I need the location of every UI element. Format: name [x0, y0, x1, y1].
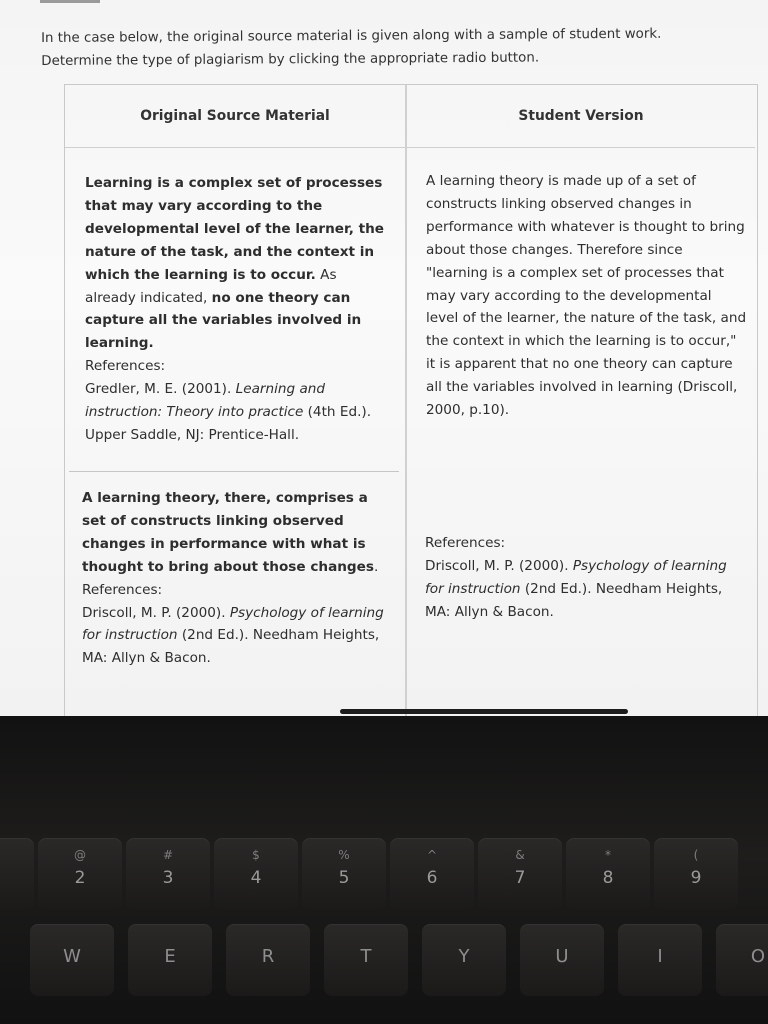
key-number: 2	[74, 868, 86, 888]
key-letter: U	[555, 946, 569, 967]
key-5	[302, 838, 386, 910]
laptop-keyboard	[0, 716, 768, 1024]
key-7	[478, 838, 562, 910]
key-number: 7	[514, 868, 526, 888]
comparison-table	[64, 84, 758, 725]
key-letter: R	[261, 946, 275, 967]
instructions-text: In the case below, the original source material is given along with a sample of student work. Determine the type of plagiarism by clicking the appropriate radio button.	[41, 26, 662, 69]
key-r	[226, 924, 310, 996]
source-quote-bold: A learning theory, there, comprises a set of constructs linking observed changes in performance with what is thought to bring about those changes	[82, 490, 374, 575]
key-symbol: $	[252, 848, 260, 862]
key-symbol: %	[338, 848, 350, 862]
key-number: 8	[602, 868, 614, 888]
scrolled-text-remnant	[40, 0, 100, 3]
key-letter: O	[750, 946, 766, 967]
key-letter: Y	[458, 946, 470, 967]
key-o	[716, 924, 768, 996]
key-number: 4	[250, 868, 262, 888]
key-3	[126, 838, 210, 910]
key-symbol: #	[162, 848, 174, 862]
reference-entry: Driscoll, M. P. (2000). Psychology of learning for instruction (2nd Ed.). Needham Heights, MA: Allyn & Bacon.	[425, 557, 727, 620]
key-w	[30, 924, 114, 996]
horizontal-scrollbar[interactable]	[340, 709, 628, 714]
source-quote-plain: As already indicated,	[85, 266, 337, 306]
key-letter: E	[164, 946, 176, 967]
source-quote-bold-2: no one theory can capture all the variables involved in learning.	[85, 289, 362, 352]
row-divider	[69, 471, 399, 472]
key-u	[520, 924, 604, 996]
source-cell-driscoll: A learning theory, there, comprises a set of constructs linking observed changes in performance with what is thought to bring about those changes. References: Driscoll, M. P. (2000). Psychology of learning for instruction (2nd Ed.). Needham Heights, MA: Allyn & Bacon.	[82, 487, 392, 670]
key-y	[422, 924, 506, 996]
key-number: 6	[426, 868, 438, 888]
key-letter: W	[63, 946, 81, 967]
references-label: References:	[82, 581, 163, 598]
source-quote-bold: Learning is a complex set of processes that may vary according to the developmental level of the learner, the nature of the task, and the context in which the learning is to occur.	[85, 175, 385, 283]
key-6	[390, 838, 474, 910]
student-version-text: A learning theory is made up of a set of constructs linking observed changes in performance with whatever is thought to bring about those changes. Therefore since "learning is a complex set of processes that may vary according to the developmental level of the learner, the nature of the task, and the context in which the learning is to occur," it is apparent that no one theory can capture all the variables involved in learning (Driscoll, 2000, p.10).	[426, 173, 747, 419]
header-original-source: Original Source Material	[65, 85, 406, 148]
header-student-version: Student Version	[407, 85, 755, 148]
column-divider	[405, 85, 407, 725]
key-symbol	[0, 848, 34, 862]
reference-entry: Driscoll, M. P. (2000). Psychology of learning for instruction (2nd Ed.). Needham Heights, MA: Allyn & Bacon.	[82, 604, 384, 667]
key-symbol: *	[605, 848, 611, 862]
key-letter: I	[657, 946, 663, 967]
key-exclaim	[0, 838, 34, 910]
key-4	[214, 838, 298, 910]
references-label: References:	[85, 358, 166, 375]
key-8	[566, 838, 650, 910]
key-symbol: ^	[426, 848, 438, 862]
key-letter: T	[360, 946, 372, 967]
key-number: 9	[690, 868, 702, 888]
student-references	[425, 532, 745, 624]
source-cell-gredler	[85, 172, 385, 447]
key-symbol: @	[74, 848, 86, 862]
key-9	[654, 838, 738, 910]
key-e	[128, 924, 212, 996]
key-2	[38, 838, 122, 910]
key-t	[324, 924, 408, 996]
references-label: References:	[425, 535, 506, 551]
key-symbol: (	[693, 848, 699, 862]
key-symbol: &	[515, 848, 525, 862]
key-i	[618, 924, 702, 996]
key-number: 5	[338, 868, 350, 888]
reference-entry: Gredler, M. E. (2001). Learning and instruction: Theory into practice (4th Ed.). Upper Saddle, NJ: Prentice-Hall.	[85, 381, 372, 443]
key-number: 3	[162, 868, 174, 888]
